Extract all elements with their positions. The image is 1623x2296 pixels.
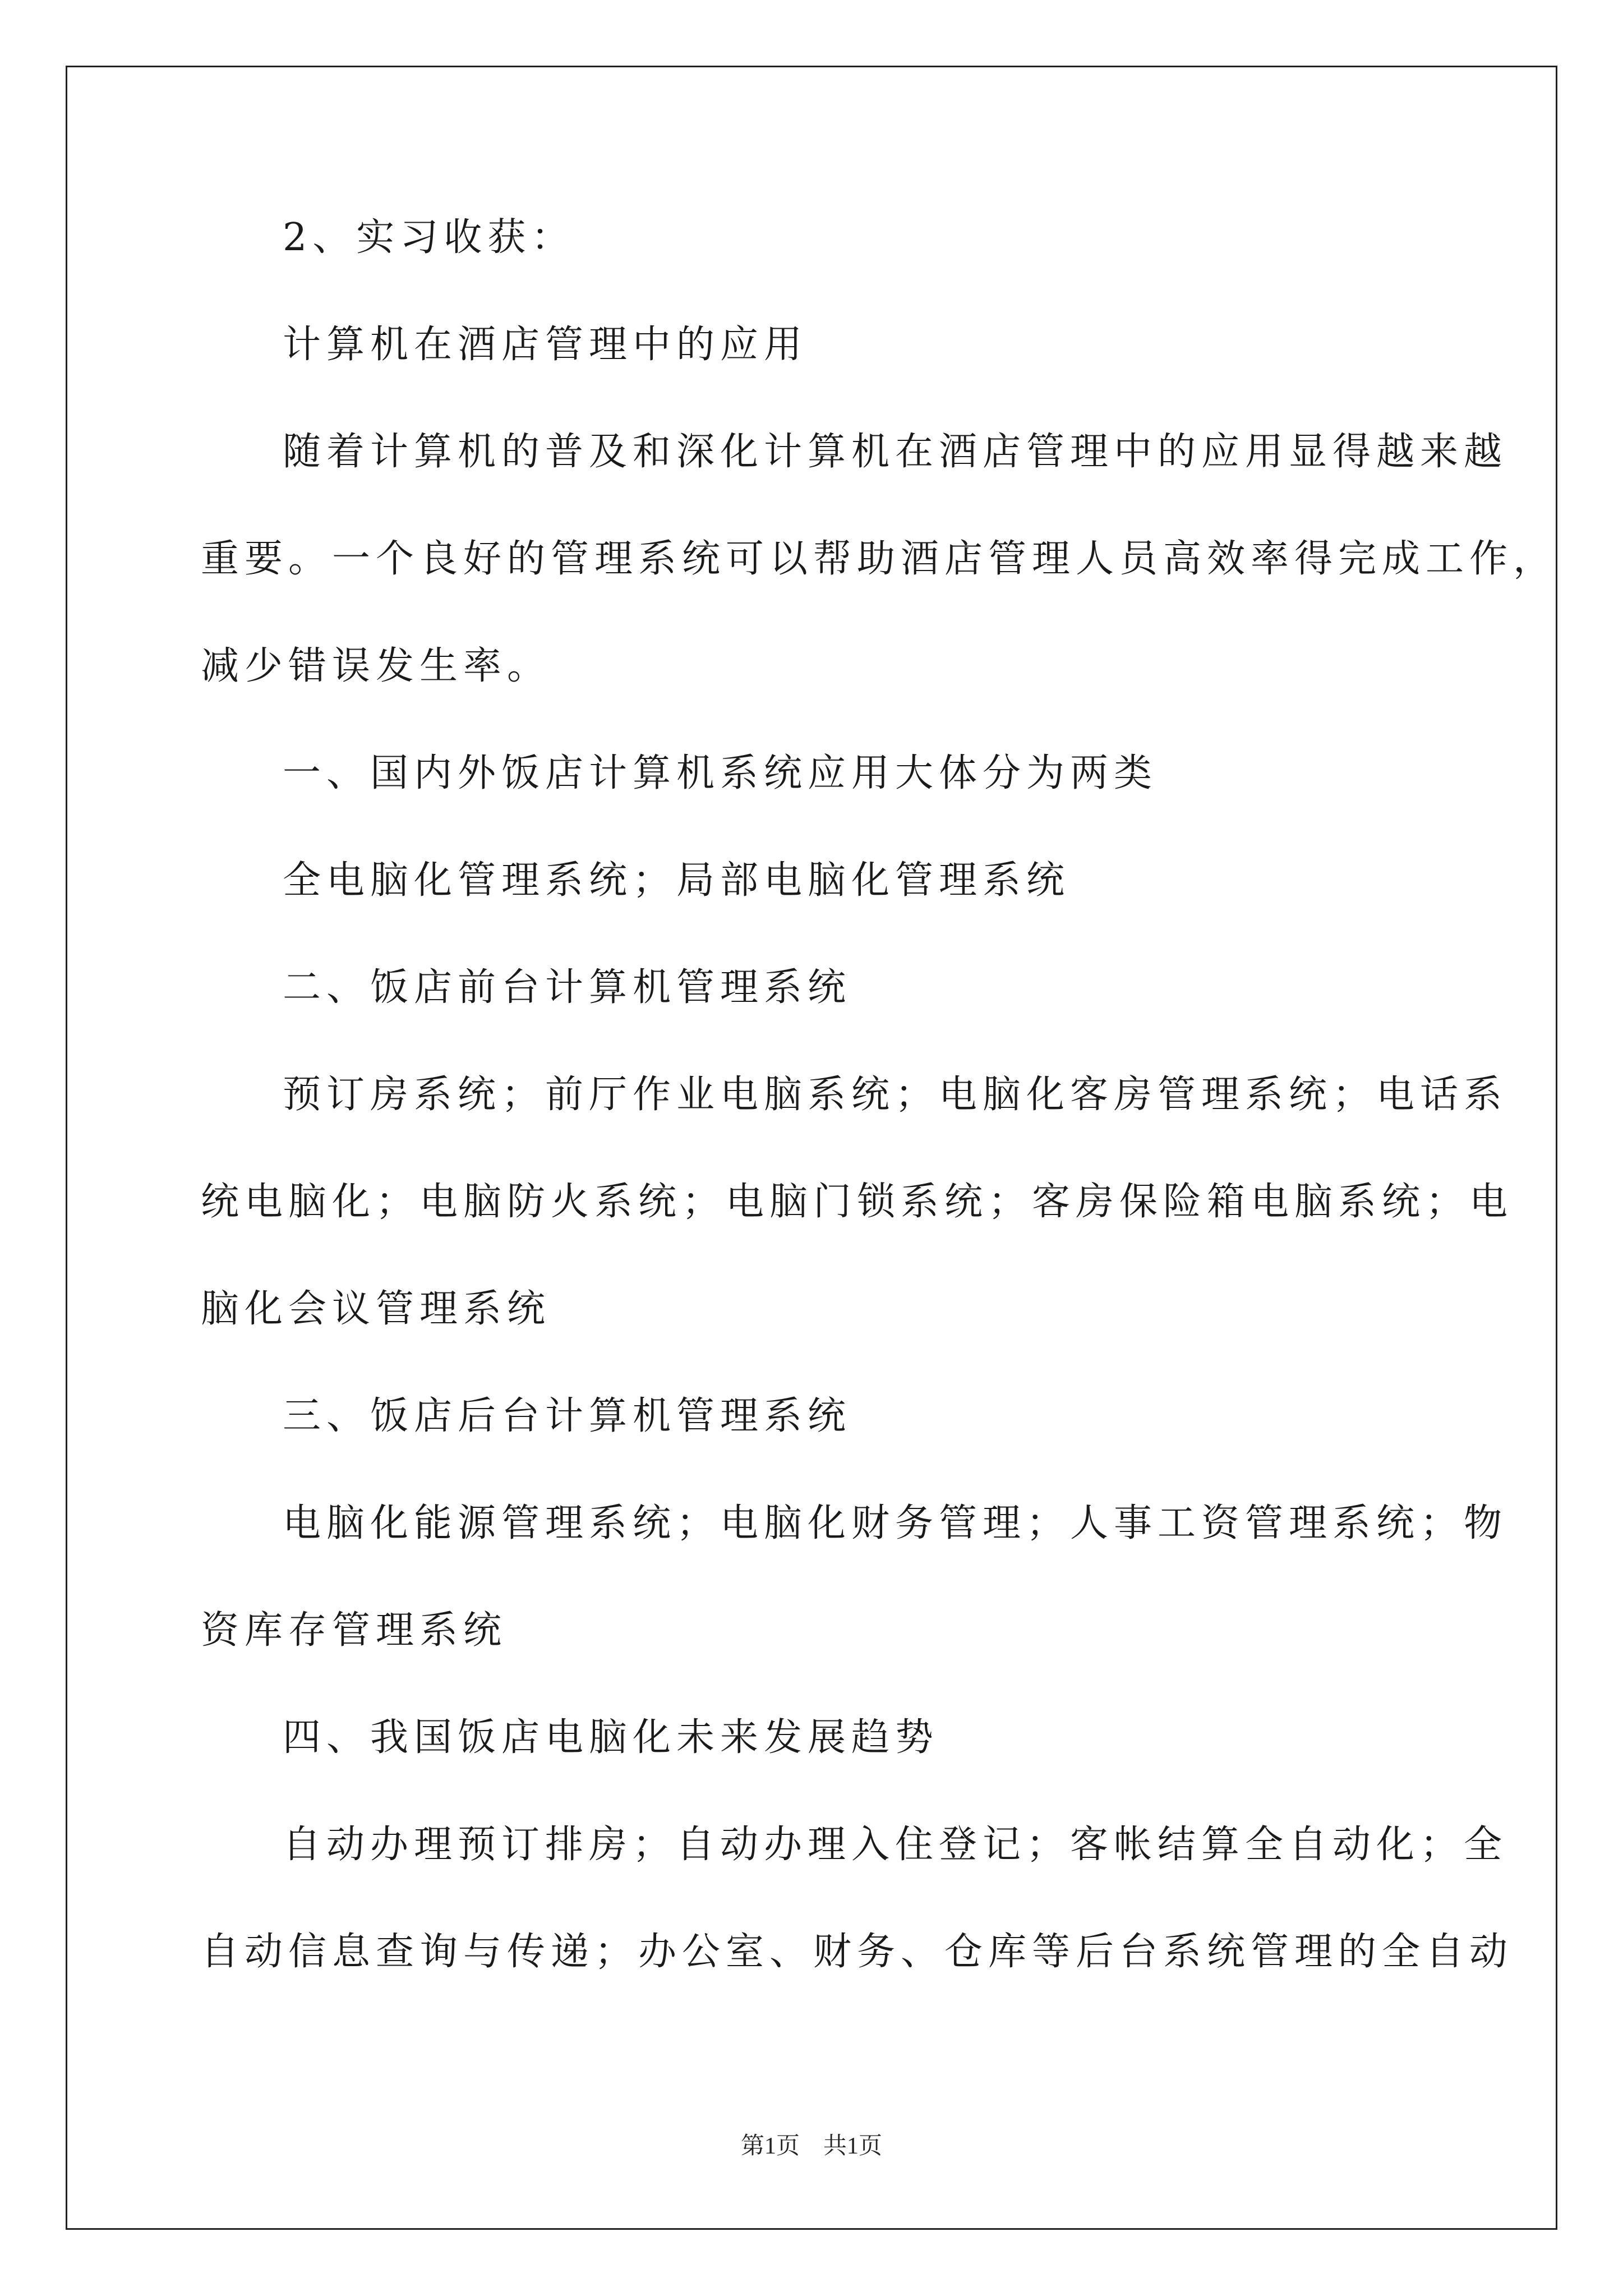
body-line: 自动信息查询与传递；办公室、财务、仓库等后台系统管理的全自动 — [201, 1930, 1514, 1974]
body-line: 重要。一个良好的管理系统可以帮助酒店管理人员高效率得完成工作， — [201, 537, 1557, 581]
section-heading: 四、我国饭店电脑化未来发展趋势 — [283, 1715, 939, 1760]
body-line: 脑化会议管理系统 — [201, 1287, 551, 1331]
body-line: 计算机在酒店管理中的应用 — [283, 323, 808, 367]
body-line: 自动办理预订排房；自动办理入住登记；客帐结算全自动化；全 — [283, 1823, 1508, 1867]
body-line: 统电脑化；电脑防火系统；电脑门锁系统；客房保险箱电脑系统；电 — [201, 1180, 1514, 1224]
body-line: 减少错误发生率。 — [201, 644, 551, 688]
section-heading: 三、饭店后台计算机管理系统 — [283, 1394, 852, 1438]
body-line: 预订房系统；前厅作业电脑系统；电脑化客房管理系统；电话系 — [283, 1073, 1508, 1117]
body-line: 2、实习收获： — [283, 215, 575, 260]
section-heading: 一、国内外饭店计算机系统应用大体分为两类 — [283, 751, 1158, 795]
document-body — [201, 215, 1557, 2039]
body-line: 资库存管理系统 — [201, 1608, 508, 1653]
body-line: 全电脑化管理系统；局部电脑化管理系统 — [283, 858, 1071, 903]
page-footer: 第1页 共1页 — [740, 2133, 882, 2159]
section-heading: 二、饭店前台计算机管理系统 — [283, 965, 852, 1010]
body-line: 电脑化能源管理系统；电脑化财务管理；人事工资管理系统；物 — [283, 1501, 1508, 1545]
body-line: 随着计算机的普及和深化计算机在酒店管理中的应用显得越来越 — [283, 430, 1508, 474]
